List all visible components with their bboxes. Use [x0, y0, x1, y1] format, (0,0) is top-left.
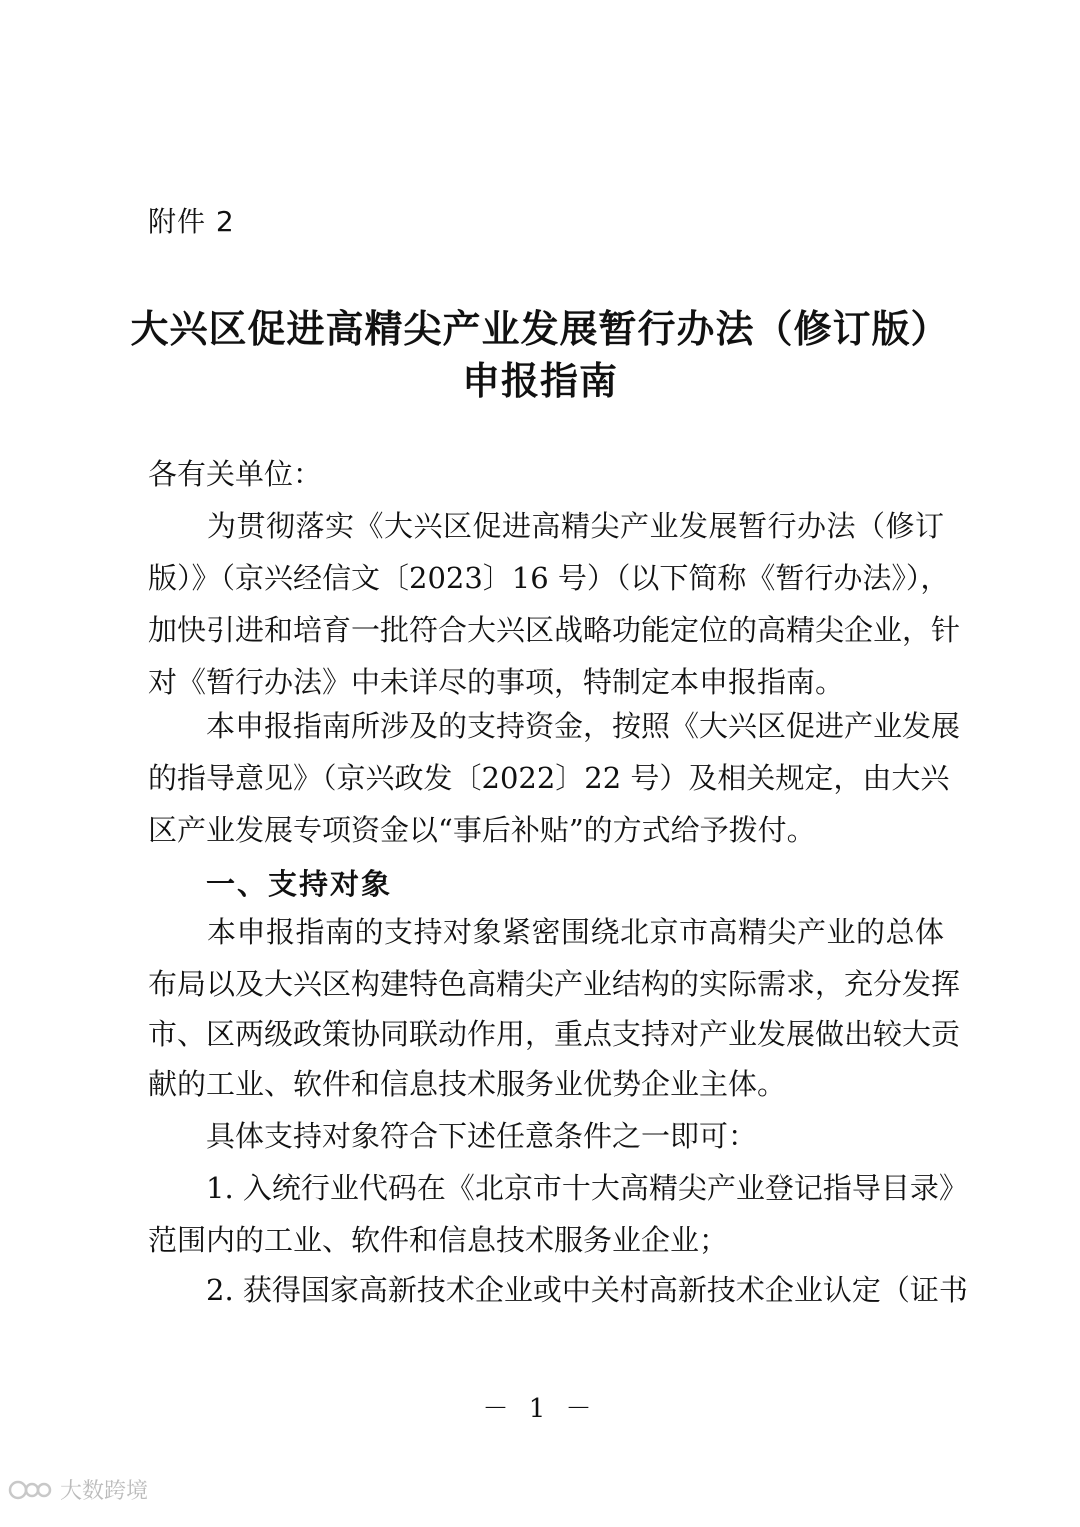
list-item-line: 1. 入统行业代码在《北京市十大高精尖产业登记指导目录》 [148, 1171, 968, 1205]
paragraph-line: 的指导意见》（京兴政发〔2022〕22 号）及相关规定，由大兴 [148, 761, 950, 795]
paragraph-line: 区产业发展专项资金以“事后补贴”的方式给予拨付。 [148, 813, 816, 847]
paragraph-line: 本申报指南所涉及的支持资金，按照《大兴区促进产业发展 [148, 709, 961, 743]
paragraph-line: 本申报指南的支持对象紧密围绕北京市高精尖产业的总体 [148, 915, 944, 949]
salutation: 各有关单位： [148, 457, 323, 491]
paragraph-line: 加快引进和培育一批符合大兴区战略功能定位的高精尖企业，针 [148, 613, 961, 647]
section-heading: 一、支持对象 [206, 867, 393, 901]
paragraph-line: 对《暂行办法》中未详尽的事项，特制定本申报指南。 [148, 665, 845, 699]
watermark-logo-icon [8, 1475, 54, 1505]
paragraph-line: 为贯彻落实《大兴区促进高精尖产业发展暂行办法（修订 [148, 509, 944, 543]
attachment-label: 附件 2 [148, 205, 235, 238]
list-item-line: 2. 获得国家高新技术企业或中关村高新技术企业认定（证书 [148, 1273, 968, 1307]
document-title-line-2: 申报指南 [461, 359, 618, 403]
paragraph-line: 献的工业、软件和信息技术服务业优势企业主体。 [148, 1067, 787, 1101]
paragraph-line: 布局以及大兴区构建特色高精尖产业结构的实际需求，充分发挥 [148, 967, 961, 1001]
list-item-line: 范围内的工业、软件和信息技术服务业企业； [148, 1223, 729, 1257]
document-title-line-1: 大兴区促进高精尖产业发展暂行办法（修订版） [130, 307, 950, 351]
paragraph-line: 市、区两级政策协同联动作用，重点支持对产业发展做出较大贡 [148, 1017, 961, 1051]
paragraph-line: 版）》（京兴经信文〔2023〕16 号）（以下简称《暂行办法》）， [148, 561, 950, 595]
page-number: － 1 － [482, 1394, 598, 1424]
watermark [8, 1474, 148, 1505]
watermark-text: 大数跨境 [60, 1479, 149, 1504]
paragraph-line: 具体支持对象符合下述任意条件之一即可： [148, 1119, 758, 1153]
